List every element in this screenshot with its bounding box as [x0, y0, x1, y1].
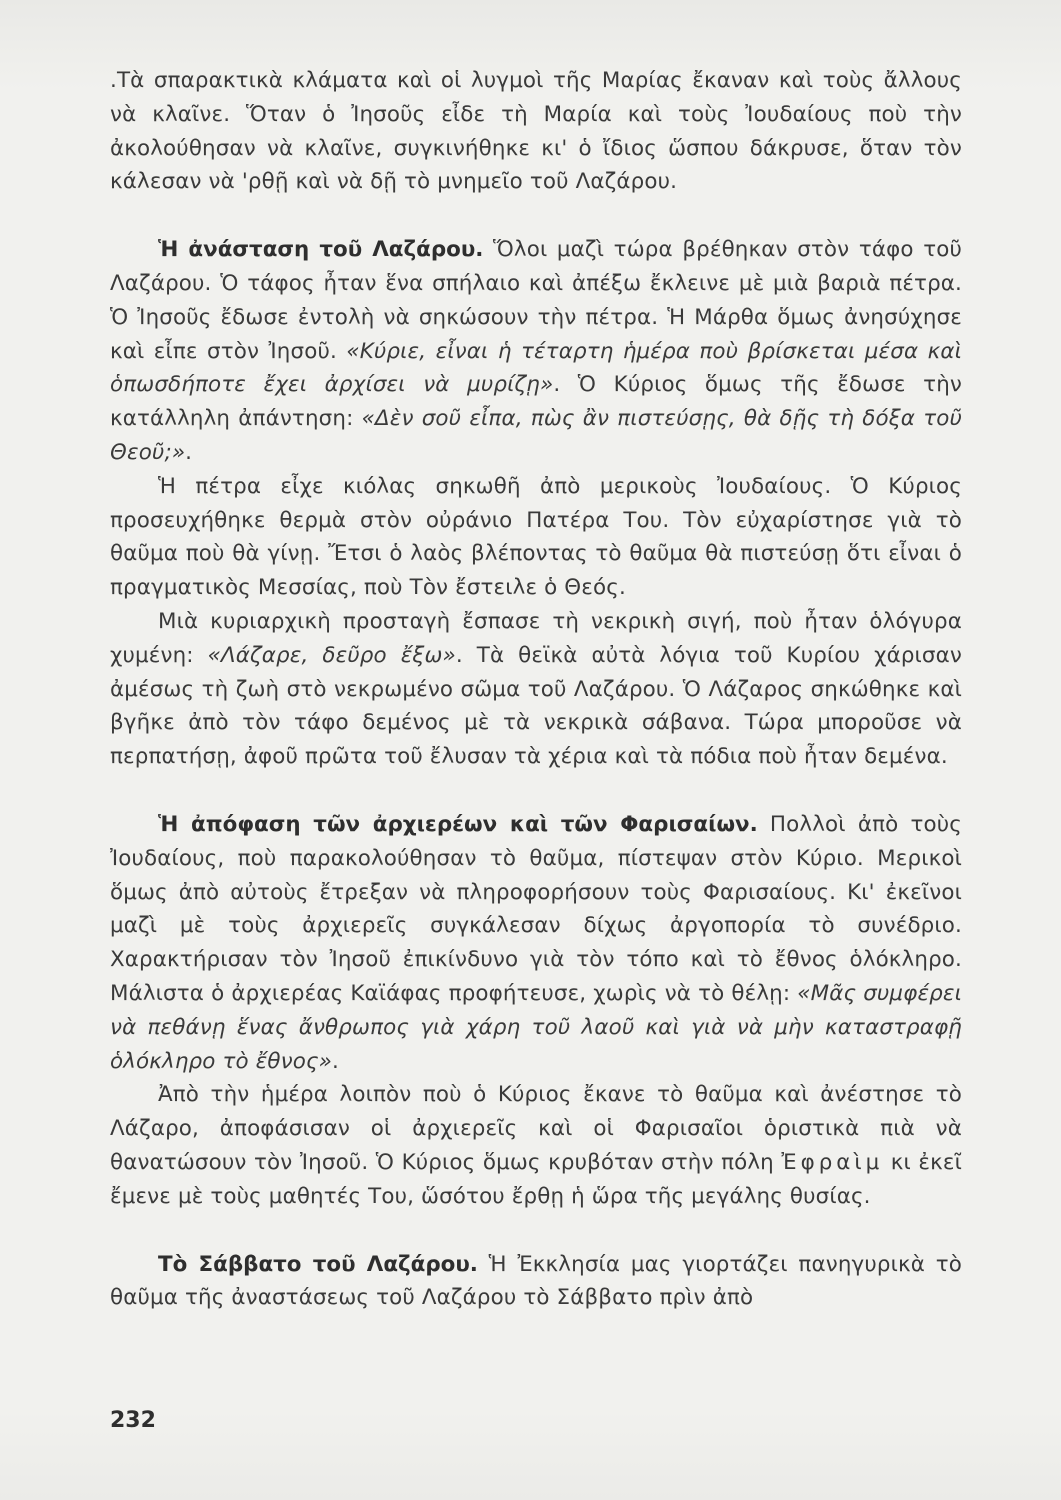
body-text	[110, 64, 962, 1315]
section-resurrection: Ἡ ἀνάσταση τοῦ Λαζάρου. Ὅλοι μαζὶ τώρα βρέθηκαν στὸν τάφο τοῦ Λαζάρου. Ὁ τάφος ἦταν ἕνα σπήλαιο καὶ ἀπέξω ἔκλεινε μὲ μιὰ βαριὰ πέτρα. Ὁ Ἰησοῦς ἔδωσε ἐντολὴ νὰ σηκώσουν τὴν πέτρα. Ἡ Μάρθα ὅμως ἀνησύχησε καὶ εἶπε στὸν Ἰησοῦ. «Κύριε, εἶναι ἡ τέταρτη ἡμέρα ποὺ βρίσκεται μέσα καὶ ὁπωσδήποτε ἔχει ἀρχίσει νὰ μυρίζῃ». Ὁ Κύριος ὅμως τῆς ἔδωσε τὴν κατάλληλη ἀπάντηση: «Δὲν σοῦ εἶπα, πὼς ἂν πιστεύσῃς, θὰ δῇς τὴ δόξα τοῦ Θεοῦ;».	[110, 237, 963, 465]
place-ephraim: Ἐφραὶμ	[781, 1149, 884, 1175]
quote-martha: «Κύριε, εἶναι ἡ τέταρτη ἡμέρα ποὺ βρίσκεται μέσα καὶ ὁπωσδήποτε ἔχει ἀρχίσει νὰ μυρίζῃ»	[110, 338, 962, 398]
quote-lazarus-come-out: «Λάζαρε, δεῦρο ἔξω»	[207, 642, 456, 668]
quote-glory: «Δὲν σοῦ εἶπα, πὼς ἂν πιστεύσῃς, θὰ δῇς τὴ δόξα τοῦ Θεοῦ;»	[110, 406, 962, 465]
paragraph-intro: .Τὰ σπαρακτικὰ κλάματα καὶ οἱ λυγμοὶ τῆς Μαρίας ἔκαναν καὶ τοὺς ἄλλους νὰ κλαῖνε. Ὅταν ὁ Ἰησοῦς εἶδε τὴ Μαρία καὶ τοὺς Ἰουδαίους ποὺ τὴν ἀκολούθησαν νὰ κλαῖνε, συγκινήθηκε κι' ὁ ἴδιος ὥσπου δάκρυσε, ὅταν τὸν κάλεσαν νὰ 'ρθῇ καὶ νὰ δῇ τὸ μνημεῖο τοῦ Λαζάρου.	[110, 68, 962, 195]
heading-saturday: Τὸ Σάββατο τοῦ Λαζάρου.	[158, 1251, 478, 1277]
quote-caiaphas: «Μᾶς συμφέρει νὰ πεθάνῃ ἕνας ἄνθρωπος γιὰ χάρη τοῦ λαοῦ καὶ γιὰ νὰ μὴν καταστραφῇ ὁλόκληρο τὸ ἔθνος»	[110, 980, 962, 1074]
section-decision: Ἡ ἀπόφαση τῶν ἀρχιερέων καὶ τῶν Φαρισαίων. Πολλοὶ ἀπὸ τοὺς Ἰουδαίους, ποὺ παρακολούθησαν τὸ θαῦμα, πίστεψαν στὸν Κύριο. Μερικοὶ ὅμως ἀπὸ αὐτοὺς ἔτρεξαν νὰ πληροφορήσουν τοὺς Φαρισαίους. Κι' ἐκεῖνοι μαζὶ μὲ τοὺς ἀρχιερεῖς συγκάλεσαν δίχως ἀργοπορία τὸ συνέδριο. Χαρακτήρισαν τὸν Ἰησοῦ ἐπικίνδυνο γιὰ τὸν τόπο καὶ τὸ ἔθνος ὁλόκληρο. Μάλιστα ὁ ἀρχιερέας Καϊάφας προφήτευσε, χωρὶς νὰ τὸ θέλῃ: «Μᾶς συμφέρει νὰ πεθάνῃ ἕνας ἄνθρωπος γιὰ χάρη τοῦ λαοῦ καὶ γιὰ νὰ μὴν καταστραφῇ ὁλόκληρο τὸ ἔθνος».	[110, 811, 962, 1074]
paragraph-ephraim: Ἀπὸ τὴν ἡμέρα λοιπὸν ποὺ ὁ Κύριος ἔκανε τὸ θαῦμα καὶ ἀνέστησε τὸ Λάζαρο, ἀποφάσισαν οἱ ἀρχιερεῖς καὶ οἱ Φαρισαῖοι ὁριστικὰ πιὰ νὰ θανατώσουν τὸν Ἰησοῦ. Ὁ Κύριος ὅμως κρυβόταν στὴν πόλη Ἐφραὶμ κι ἐκεῖ ἔμενε μὲ τοὺς μαθητές Του, ὥσότου ἔρθῃ ἡ ὥρα τῆς μεγάλης θυσίας.	[110, 1082, 962, 1209]
paragraph-stone: Ἡ πέτρα εἶχε κιόλας σηκωθῆ ἀπὸ μερικοὺς Ἰουδαίους. Ὁ Κύριος προσευχήθηκε θερμὰ στὸν οὐράνιο Πατέρα Του. Τὸν εὐχαρίστησε γιὰ τὸ θαῦμα ποὺ θὰ γίνῃ. Ἔτσι ὁ λαὸς βλέποντας τὸ θαῦμα θὰ πιστεύσῃ ὅτι εἶναι ὁ πραγματικὸς Μεσσίας, ποὺ Τὸν ἔστειλε ὁ Θεός.	[110, 473, 962, 601]
heading-decision: Ἡ ἀπόφαση τῶν ἀρχιερέων καὶ τῶν Φαρισαίων.	[158, 811, 758, 837]
page-number: 232	[110, 1408, 156, 1433]
heading-resurrection: Ἡ ἀνάσταση τοῦ Λαζάρου.	[158, 237, 484, 263]
paragraph-command: Μιὰ κυριαρχικὴ προσταγὴ ἔσπασε τὴ νεκρικὴ σιγή, ποὺ ἦταν ὁλόγυρα χυμένη: «Λάζαρε, δεῦρο ἔξω». Τὰ θεϊκὰ αὐτὰ λόγια τοῦ Κυρίου χάρισαν ἀμέσως τὴ ζωὴ στὸ νεκρωμένο σῶμα τοῦ Λαζάρου. Ὁ Λάζαρος σηκώθηκε καὶ βγῆκε ἀπὸ τὸν τάφο δεμένος μὲ τὰ νεκρικὰ σάβανα. Τώρα μποροῦσε νὰ περπατήσῃ, ἀφοῦ πρῶτα τοῦ ἔλυσαν τὰ χέρια καὶ τὰ πόδια ποὺ ἦταν δεμένα.	[110, 608, 962, 770]
section-saturday: Τὸ Σάββατο τοῦ Λαζάρου. Ἡ Ἐκκλησία μας γιορτάζει πανηγυρικὰ τὸ θαῦμα τῆς ἀναστάσεως τοῦ Λαζάρου τὸ Σάββατο πρὶν ἀπὸ	[110, 1251, 962, 1311]
